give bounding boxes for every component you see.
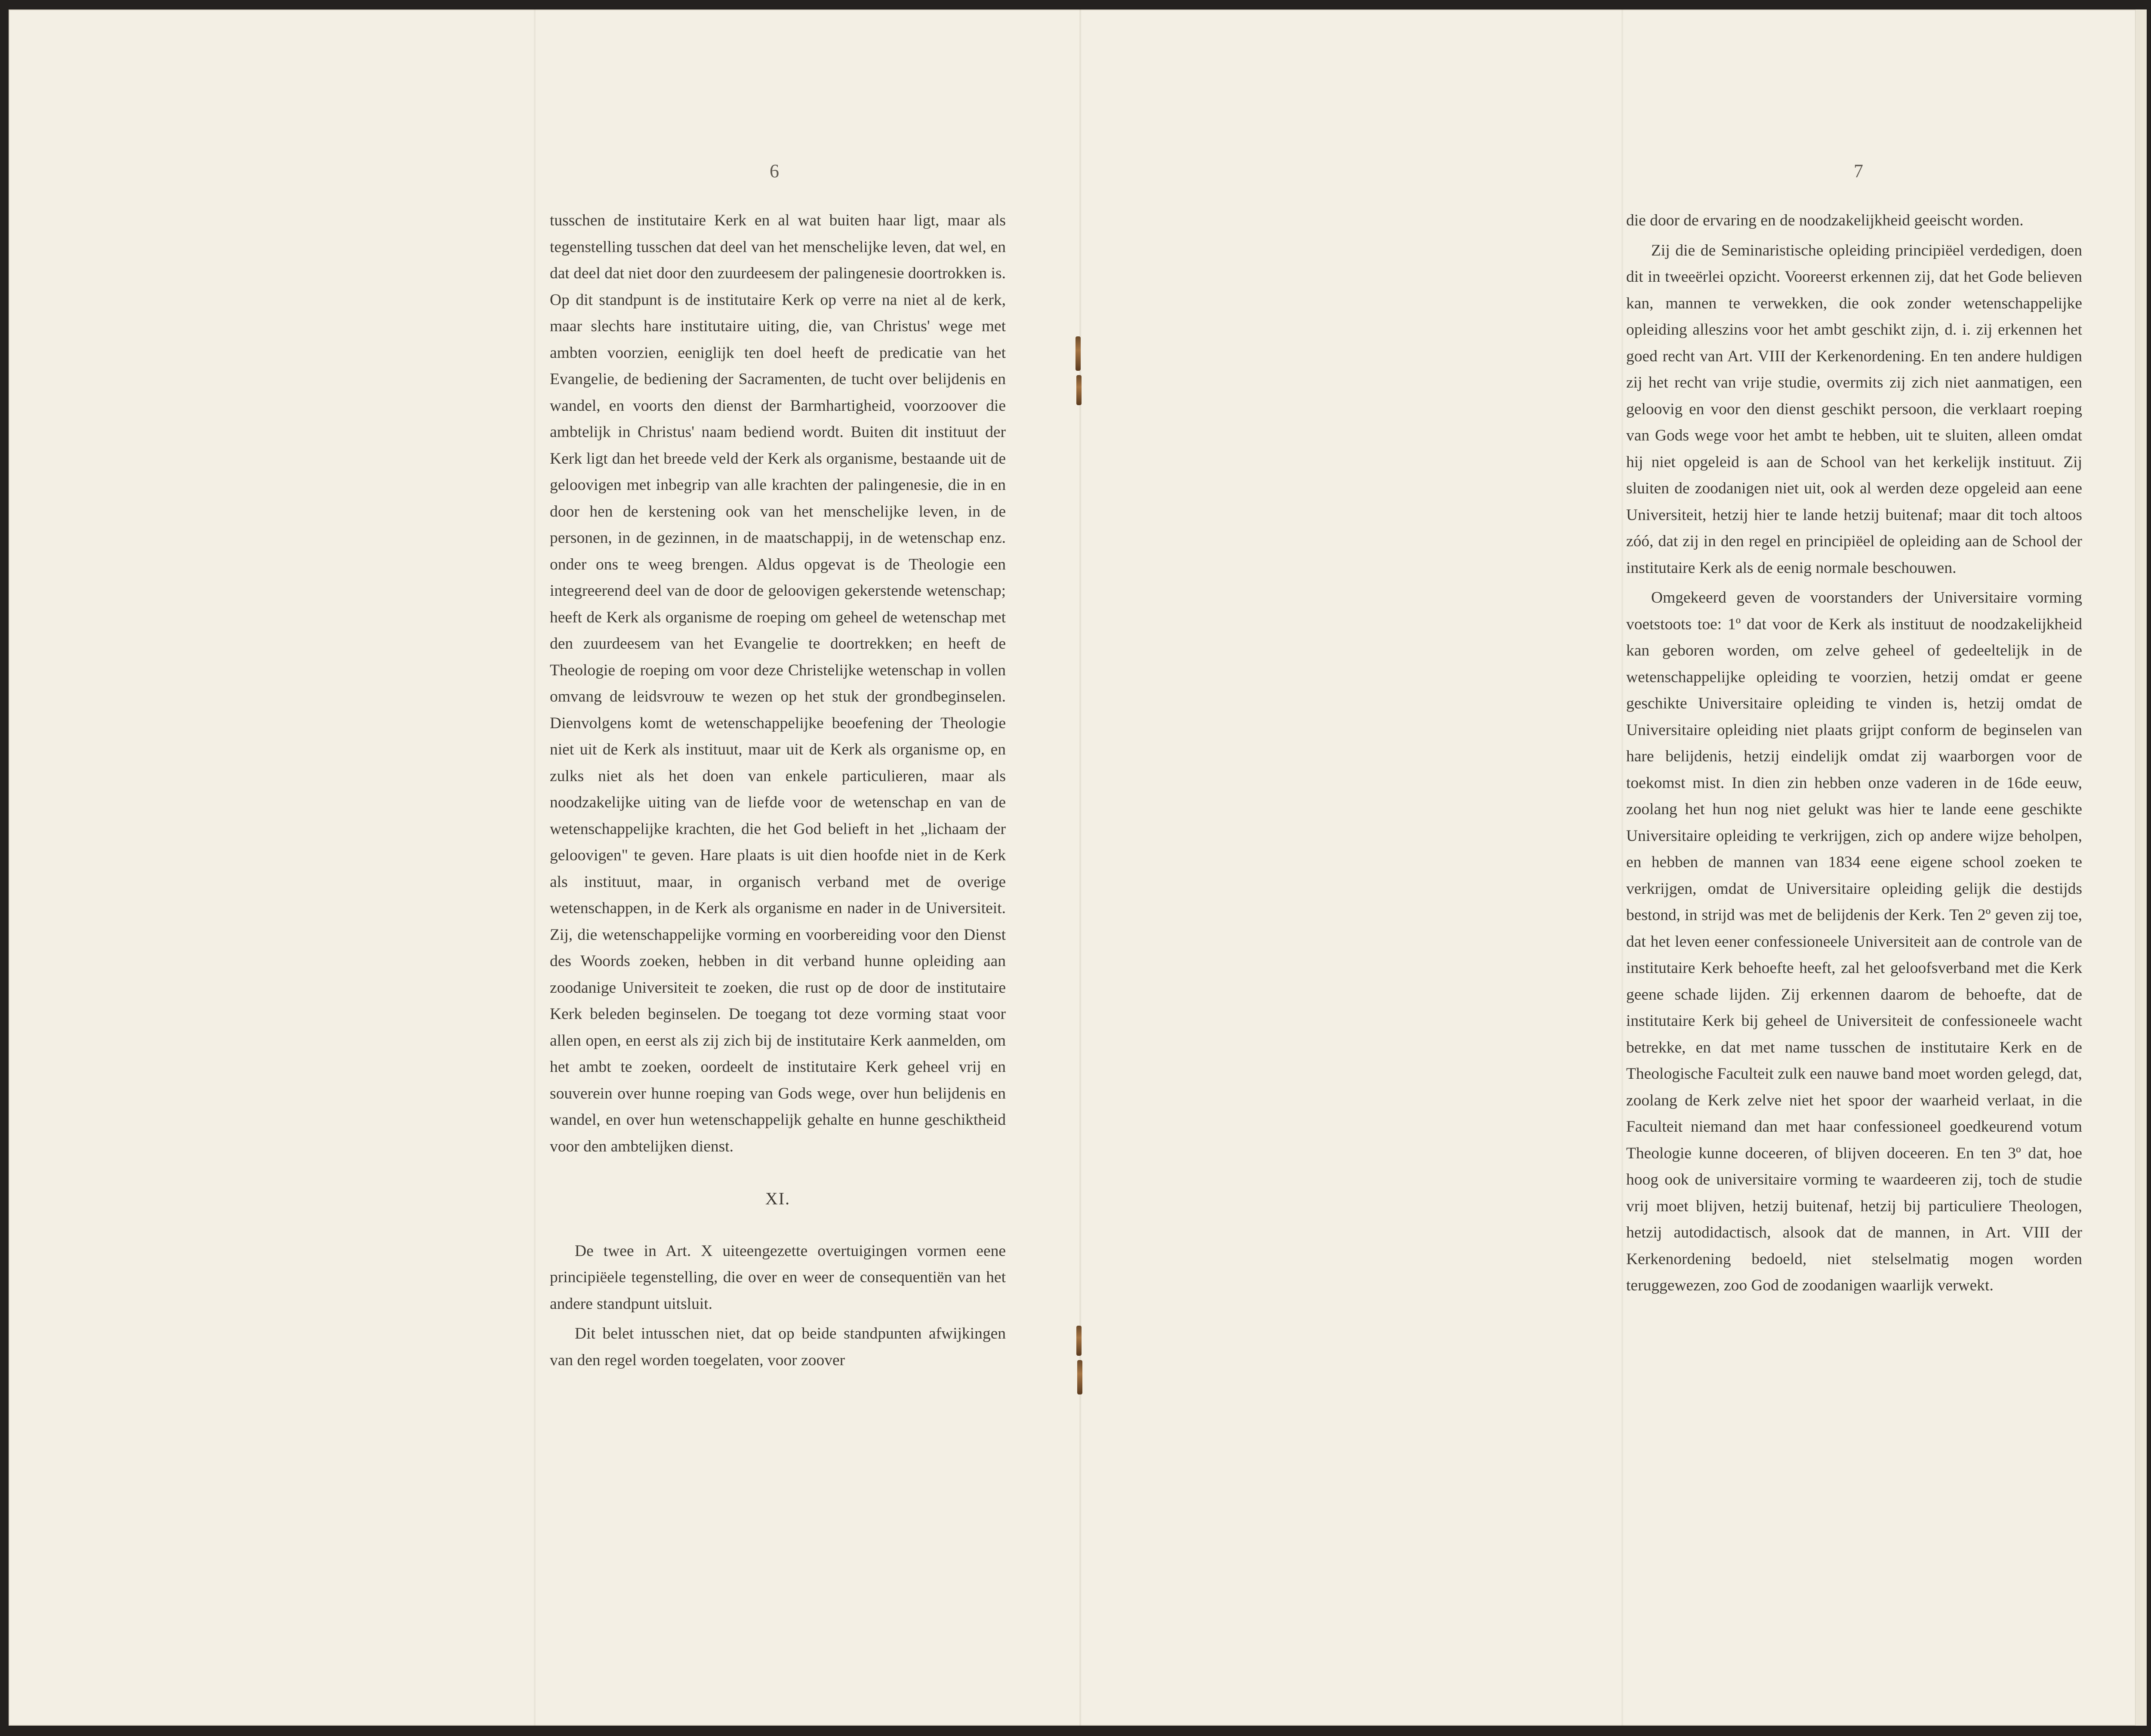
left-page-number: 6: [770, 160, 779, 182]
staple-top-upper: [1076, 336, 1081, 371]
document-sheet: [9, 9, 2147, 1726]
paper-edge-strip: [2135, 9, 2147, 1726]
paper-fold-center: [1079, 9, 1082, 1726]
section-heading: XI.: [765, 1189, 791, 1208]
right-page-number: 7: [1854, 160, 1863, 182]
left-section-paragraph: Dit belet intusschen niet, dat op beide standpunten afwijkingen van den regel worden toegelaten, voor zoover: [550, 1325, 1006, 1369]
paper-fold-left: [533, 9, 536, 1726]
staple-bottom-upper: [1076, 1326, 1082, 1356]
right-paragraph: die door de ervaring en de noodzakelijkheid geeischt worden.: [1626, 212, 2024, 229]
staple-top-lower: [1076, 375, 1082, 405]
left-section-paragraph: De twee in Art. X uiteengezette overtuigingen vormen eene principiëele tegenstelling, die over en weer de consequentiën van het andere standpunt uitsluit.: [550, 1242, 1006, 1313]
left-paragraph: tusschen de institutaire Kerk en al wat buiten haar ligt, maar als tegenstelling tusschen dat deel van het menschelijke leven, dat wel, en dat deel dat niet door den zuurdeesem der palingenesie doortrokken is. Op dit standpunt is de institutaire Kerk op verre na niet al de kerk, maar slechts hare institutaire uiting, die, van Christus' wege met ambten voorzien, eeniglijk ten doel heeft de predicatie van het Evangelie, de bediening der Sacramenten, de tucht over belijdenis en wandel, en voorts den dienst der Barmhartigheid, voorzoover die ambtelijk in Christus' naam bediend wordt. Buiten dit instituut der Kerk ligt dan het breede veld der Kerk als organisme, bestaande uit de geloovigen met inbegrip van alle krachten der palingenesie, die in en door hen de kerstening ook van het menschelijke leven, in de personen, in de gezinnen, in de maatschappij, in de wetenschap enz. onder ons te weeg brengen. Aldus opgevat is de Theologie een integreerend deel van de door de geloovigen gekerstende wetenschap; heeft de Kerk als organisme de roeping om geheel de wetenschap met den zuurdeesem van het Evangelie te doortrekken; en heeft de Theologie de roeping om voor deze Christelijke wetenschap in vollen omvang de leidsvrouw te wezen op het stuk der grondbeginselen. Dienvolgens komt de wetenschappelijke beoefening der Theologie niet uit de Kerk als instituut, maar uit de Kerk als organisme op, en zulks niet als het doen van enkele particulieren, maar als noodzakelijke uiting van de liefde voor de wetenschap en van de wetenschappelijke krachten, die het God belieft in het „lichaam der geloovigen" te geven. Hare plaats is uit dien hoofde niet in de Kerk als instituut, maar, in organisch verband met de overige wetenschappen, in de Kerk als organisme en nader in de Universiteit. Zij, die wetenschappelijke vorming en voorbereiding voor den Dienst des Woords zoeken, hebben in dit verband hunne opleiding aan zoodanige Universiteit te zoeken, die rust op de door de institutaire Kerk beleden beginselen. De toegang tot deze vorming staat voor allen open, en eerst als zij zich bij de institutaire Kerk aanmelden, om het ambt te zoeken, oordeelt de institutaire Kerk geheel vrij en souverein over hunne roeping van Gods wege, over hun belijdenis en wandel, en over hun wetenschappelijk gehalte en hunne geschiktheid voor den ambtelijken dienst.: [550, 212, 1006, 1155]
left-page-text: [550, 207, 1006, 1541]
paper-fold-right: [1621, 9, 1624, 1726]
right-page-text: [1626, 207, 2082, 1541]
right-paragraph: Omgekeerd geven de voorstanders der Universitaire vorming voetstoots toe: 1º dat voor de Kerk als instituut de noodzakelijkheid kan geboren worden, om zelve geheel of gedeeltelijk in de wetenschappelijke opleiding te voorzien, hetzij omdat er geene geschikte Universitaire opleiding te vinden is, hetzij omdat de Universitaire opleiding niet plaats grijpt conform de beginselen van hare belijdenis, hetzij eindelijk omdat zij waarborgen voor de toekomst mist. In dien zin hebben onze vaderen in de 16de eeuw, zoolang het hun nog niet gelukt was hier te lande eene geschikte Universitaire opleiding te verkrijgen, zich op andere wijze beholpen, en hebben de mannen van 1834 eene eigene school zoeken te verkrijgen, omdat de Universitaire opleiding gelijk die destijds bestond, in strijd was met de belijdenis der Kerk. Ten 2º geven zij toe, dat het leven eener confessioneele Universiteit aan de controle van de institutaire Kerk behoefte heeft, zal het geloofsverband met die Kerk geene schade lijden. Zij erkennen daarom de behoefte, dat de institutaire Kerk bij geheel de Universiteit de confessioneele wacht betrekke, en dat met name tusschen de institutaire Kerk en de Theologische Faculteit zulk een nauwe band moet worden gelegd, dat, zoolang de Kerk zelve niet het spoor der waarheid verlaat, in die Faculteit niemand dan met haar confessioneel goedkeurend votum Theologie kunne doceeren, of blijven doceeren. En ten 3º dat, hoe hoog ook de universitaire vorming te waardeeren zij, toch de studie vrij moet blijven, hetzij buitenaf, hetzij bij particuliere Theologen, hetzij autodidactisch, alsook dat de mannen, in Art. VIII der Kerkenordening bedoeld, niet stelselmatig mogen worden teruggewezen, zoo God de zoodanigen waarlijk verwekt.: [1626, 589, 2082, 1294]
staple-bottom-lower: [1077, 1360, 1082, 1394]
right-paragraph: Zij die de Seminaristische opleiding principiëel verdedigen, doen dit in tweeërlei opzicht. Vooreerst erkennen zij, dat het Gode believen kan, mannen te verwekken, die ook zonder wetenschappelijke opleiding alleszins voor het ambt geschikt zijn, d. i. zij erkennen het goed recht van Art. VIII der Kerkenordening. En ten andere huldigen zij het recht van vrije studie, overmits zij zich niet aanmatigen, een geloovig en voor den dienst geschikt persoon, die verklaart roeping van Gods wege voor het ambt te hebben, uit te sluiten, alleen omdat hij niet opgeleid is aan de School van het kerkelijk instituut. Zij sluiten de zoodanigen niet uit, ook al werden deze opgeleid aan eene Universiteit, hetzij hier te lande hetzij buitenaf; maar dit toch altoos zóó, dat zij in den regel en principiëel de opleiding aan de School der institutaire Kerk als de eenig normale beschouwen.: [1626, 241, 2082, 577]
